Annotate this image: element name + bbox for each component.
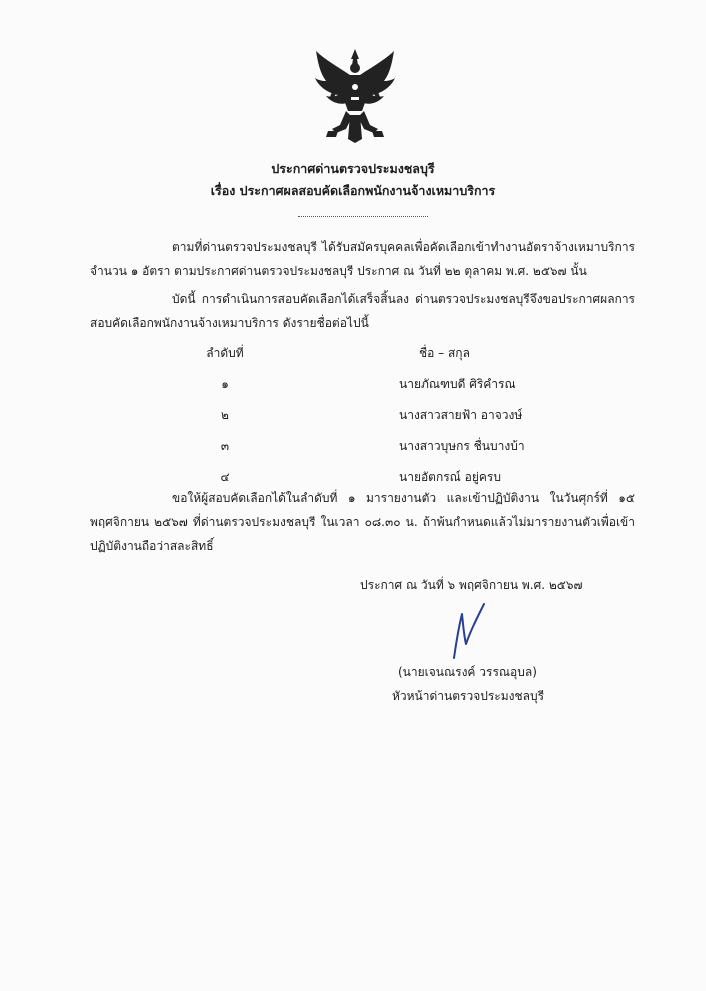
title-divider <box>298 216 428 217</box>
announcement-date: ประกาศ ณ วันที่ ๖ พฤศจิกายน พ.ศ. ๒๕๖๗ <box>360 578 583 592</box>
subject-title: เรื่อง ประกาศผลสอบคัดเลือกพนักงานจ้างเหมาบริการ <box>210 183 496 198</box>
title-block <box>0 158 706 202</box>
paragraph-result-text: บัดนี้ การดำเนินการสอบคัดเลือกได้เสร็จสิ้นลง ด่านตรวจประมงชลบุรีจึงขอประกาศผลการสอบคัดเลือกพนักงานจ้างเหมาบริการ ดังรายชื่อต่อไปนี้ <box>90 292 635 330</box>
candidate-name: นายอัตกรณ์ อยู่ครบ <box>399 470 501 484</box>
signer-block <box>392 660 552 708</box>
candidate-name: นางสาวสายฟ้า อาจวงษ์ <box>399 408 523 422</box>
signature-icon <box>440 600 500 662</box>
list-item <box>195 369 555 400</box>
rank-number: ๓ <box>220 439 230 453</box>
column-header-no: ลำดับที่ <box>206 346 244 360</box>
results-list-header <box>195 338 555 369</box>
rank-number: ๒ <box>221 408 229 422</box>
paragraph-intro-text: ตามที่ด่านตรวจประมงชลบุรี ได้รับสมัครบุคคลเพื่อคัดเลือกเข้าทำงานอัตราจ้างเหมาบริการ จำนวน ๑ อัตรา ตามประกาศด่านตรวจประมงชลบุรี ประกาศ ณ วันที่ ๒๒ ตุลาคม พ.ศ. ๒๕๖๗ นั้น <box>90 240 635 278</box>
paragraph-instructions-text: ขอให้ผู้สอบคัดเลือกได้ในลำดับที่ ๑ มารายงานตัว และเข้าปฏิบัติงาน ในวันศุกร์ที่ ๑๕ พฤศจิกายน ๒๕๖๗ ที่ด่านตรวจประมงชลบุรี ในเวลา ๐๘.๓๐ น. ถ้าพ้นกำหนดแล้วไม่มารายงานตัวเพื่อเข้าปฏิบัติงานถือว่าสละสิทธิ์ <box>90 491 635 553</box>
signer-name: (นายเจนณรงค์ วรรณอุบล) <box>398 665 537 679</box>
candidate-name: นายภัณฑบดี ศิริคำรณ <box>399 377 516 391</box>
paragraph-intro <box>90 235 635 283</box>
results-list <box>195 338 555 493</box>
list-item <box>195 431 555 462</box>
list-item <box>195 400 555 431</box>
paragraph-instructions <box>90 486 635 558</box>
candidate-name: นางสาวบุษกร ชื่นบางบ้า <box>399 439 525 453</box>
signer-position: หัวหน้าด่านตรวจประมงชลบุรี <box>392 689 545 703</box>
rank-number: ๑ <box>221 377 229 391</box>
garuda-emblem-icon <box>310 45 400 145</box>
rank-number: ๔ <box>220 470 230 484</box>
office-title: ประกาศด่านตรวจประมงชลบุรี <box>271 161 435 176</box>
paragraph-result <box>90 287 635 335</box>
column-header-name: ชื่อ – สกุล <box>419 346 470 360</box>
